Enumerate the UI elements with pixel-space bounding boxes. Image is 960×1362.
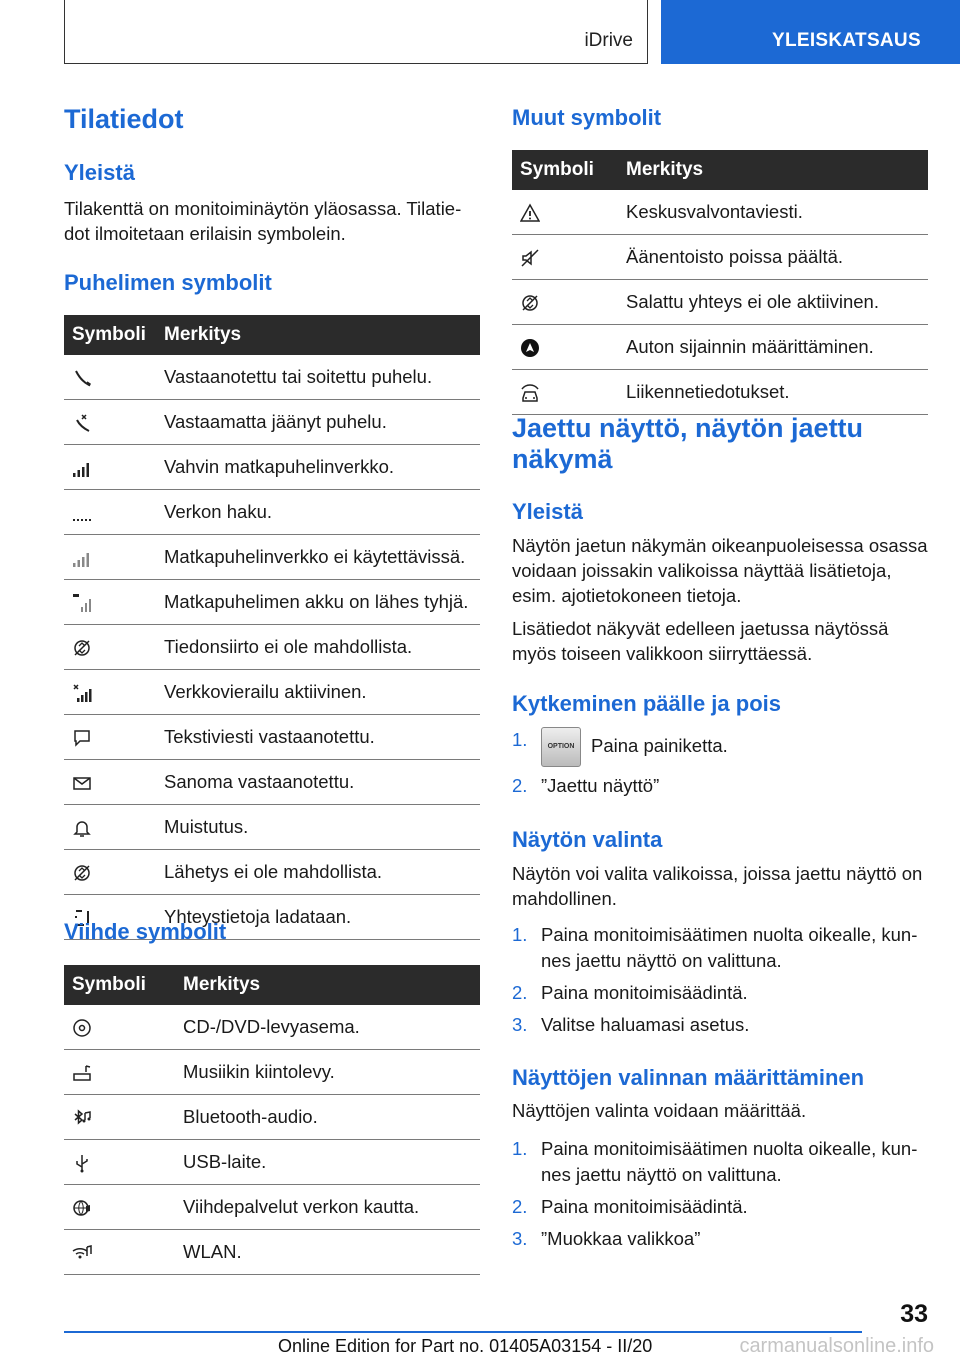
symbol-cell xyxy=(512,325,618,370)
network-search-icon xyxy=(72,503,92,523)
meaning-cell: Lähetys ei ole mahdollista. xyxy=(156,850,480,895)
symbol-cell xyxy=(64,1230,175,1275)
encrypted-off-icon xyxy=(520,293,540,313)
table-row xyxy=(64,490,480,535)
list-item xyxy=(512,1194,928,1220)
define-selection-text: Näyttöjen valinta voidaan määrittää. xyxy=(512,1100,807,1121)
meaning-cell: Liikennetiedotukset. xyxy=(618,370,928,415)
other-symbols-table xyxy=(512,150,928,415)
section-tab: YLEISKATSAUS xyxy=(661,0,960,64)
split-general-paragraph-2: Lisätiedot näkyvät edelleen jaetussa näytössä myös toiseen valikkoon siirryttäessä. xyxy=(512,618,889,664)
symbol-cell xyxy=(64,1005,175,1050)
split-general-heading: Yleistä xyxy=(512,499,583,524)
list-item xyxy=(512,1012,928,1038)
step-number: 1. xyxy=(512,1138,528,1159)
meaning-cell: Matkapuhelimen akku on lähes tyhjä. xyxy=(156,580,480,625)
define-selection-heading: Näyttöjen valinnan määrittäminen xyxy=(512,1065,865,1090)
symbol-cell xyxy=(512,280,618,325)
signal-unavailable-icon xyxy=(72,548,92,568)
page-title: Tilatiedot xyxy=(64,104,184,134)
meaning-cell: Tiedonsiirto ei ole mahdollista. xyxy=(156,625,480,670)
column-header-symbol: Symboli xyxy=(64,315,156,355)
table-row xyxy=(512,235,928,280)
on-off-heading: Kytkeminen päälle ja pois xyxy=(512,691,781,716)
bell-icon xyxy=(72,818,92,838)
table-row xyxy=(64,1185,480,1230)
data-unavailable-icon xyxy=(72,638,92,658)
option-button-icon: OPTION xyxy=(541,727,581,767)
column-header-meaning: Merkitys xyxy=(175,965,480,1005)
page-number: 33 xyxy=(900,1300,928,1328)
symbol-cell xyxy=(64,1185,175,1230)
symbol-cell xyxy=(64,670,156,715)
column-header-meaning: Merkitys xyxy=(156,315,480,355)
table-row xyxy=(512,370,928,415)
symbol-cell xyxy=(64,490,156,535)
symbol-cell xyxy=(512,370,618,415)
table-row xyxy=(64,625,480,670)
meaning-cell: Äänentoisto poissa päältä. xyxy=(618,235,928,280)
step-number: 2. xyxy=(512,775,528,796)
symbol-cell xyxy=(64,625,156,670)
split-general-paragraph-1: Näytön jaetun näkymän oikeanpuoleisessa osassa voidaan joissakin valikoissa näyttää lisätietoja, esim. ajotietokoneen tietoja. xyxy=(512,535,928,606)
entertainment-symbols-heading: Viihde symbolit xyxy=(64,919,227,944)
symbol-cell xyxy=(64,355,156,400)
call-received-icon xyxy=(72,368,92,388)
table-row xyxy=(64,1140,480,1185)
transmission-unavailable-icon xyxy=(72,863,92,883)
define-selection-steps xyxy=(512,1136,928,1258)
warning-icon xyxy=(520,203,540,223)
step-text: Paina monitoimisäätimen nuolta oikealle, kunnes jaettu näyttö on valittuna. xyxy=(541,1138,918,1185)
table-row xyxy=(64,715,480,760)
symbol-cell xyxy=(64,1140,175,1185)
other-symbols-heading: Muut symbolit xyxy=(512,105,662,130)
on-off-steps xyxy=(512,727,928,805)
usb-icon xyxy=(72,1153,92,1173)
battery-low-icon xyxy=(72,593,92,613)
split-screen-title: Jaettu näyttö, näytön jaettu näkymä xyxy=(512,413,864,474)
audio-off-icon xyxy=(520,248,540,268)
meaning-cell: Muistutus. xyxy=(156,805,480,850)
table-row xyxy=(64,850,480,895)
meaning-cell: Yhteystietoja ladataan. xyxy=(156,895,480,940)
text-message-icon xyxy=(72,728,92,748)
watermark: carmanualsonline.info xyxy=(739,1335,934,1357)
roaming-icon xyxy=(72,683,92,703)
meaning-cell: CD-/DVD-levyasema. xyxy=(175,1005,480,1050)
list-item xyxy=(512,922,928,974)
traffic-info-icon xyxy=(520,383,540,403)
table-row xyxy=(512,325,928,370)
symbol-cell xyxy=(512,190,618,235)
symbol-cell xyxy=(64,1095,175,1140)
list-item xyxy=(512,727,928,767)
symbol-cell xyxy=(64,850,156,895)
table-row xyxy=(512,280,928,325)
table-row xyxy=(64,400,480,445)
list-item xyxy=(512,773,928,799)
table-row xyxy=(64,1230,480,1275)
step-text: Paina painiketta. xyxy=(591,734,728,756)
edition-text: Online Edition for Part no. 01405A03154 - II/20 xyxy=(278,1336,653,1356)
symbol-cell xyxy=(64,535,156,580)
symbol-cell xyxy=(512,235,618,280)
display-selection-steps xyxy=(512,922,928,1044)
symbol-cell xyxy=(64,400,156,445)
meaning-cell: Vastaanotettu tai soitettu puhelu. xyxy=(156,355,480,400)
column-header-symbol: Symboli xyxy=(512,150,618,190)
step-text: Paina monitoimisäädintä. xyxy=(541,1196,748,1217)
chapter-label: iDrive xyxy=(584,30,633,51)
table-row xyxy=(64,355,480,400)
meaning-cell: Salattu yhteys ei ole aktiivinen. xyxy=(618,280,928,325)
general-heading: Yleistä xyxy=(64,160,135,185)
footer-divider xyxy=(64,1331,862,1333)
table-row xyxy=(64,580,480,625)
entertainment-symbols-table xyxy=(64,965,480,1275)
display-selection-heading: Näytön valinta xyxy=(512,827,663,852)
meaning-cell: Auton sijainnin määrittäminen. xyxy=(618,325,928,370)
wlan-icon xyxy=(72,1243,92,1263)
meaning-cell: Tekstiviesti vastaanotettu. xyxy=(156,715,480,760)
meaning-cell: Verkkovierailu aktiivinen. xyxy=(156,670,480,715)
symbol-cell xyxy=(64,445,156,490)
meaning-cell: WLAN. xyxy=(175,1230,480,1275)
step-text: ”Jaettu näyttö” xyxy=(541,775,660,796)
header-bar xyxy=(64,0,648,64)
table-row xyxy=(64,1050,480,1095)
list-item xyxy=(512,980,928,1006)
phone-symbols-heading: Puhelimen symbolit xyxy=(64,270,272,295)
table-row xyxy=(64,1095,480,1140)
symbol-cell xyxy=(64,580,156,625)
meaning-cell: Matkapuhelinverkko ei käytettävissä. xyxy=(156,535,480,580)
table-row xyxy=(64,670,480,715)
meaning-cell: Vastaamatta jäänyt puhelu. xyxy=(156,400,480,445)
bluetooth-audio-icon xyxy=(72,1108,92,1128)
phone-symbols-table xyxy=(64,315,480,940)
symbol-cell xyxy=(64,715,156,760)
symbol-cell xyxy=(64,760,156,805)
table-row xyxy=(64,805,480,850)
table-row xyxy=(64,445,480,490)
step-text: Paina monitoimisäädintä. xyxy=(541,982,748,1003)
meaning-cell: USB-laite. xyxy=(175,1140,480,1185)
step-number: 1. xyxy=(512,924,528,945)
meaning-cell: Vahvin matkapuhelinverkko. xyxy=(156,445,480,490)
call-missed-icon xyxy=(72,413,92,433)
step-number: 3. xyxy=(512,1014,528,1035)
table-row xyxy=(64,535,480,580)
signal-strong-icon xyxy=(72,458,92,478)
table-row xyxy=(512,190,928,235)
step-number: 2. xyxy=(512,982,528,1003)
step-text: Valitse haluamasi asetus. xyxy=(541,1014,750,1035)
step-text: ”Muokkaa valikkoa” xyxy=(541,1228,701,1249)
meaning-cell: Verkon haku. xyxy=(156,490,480,535)
hard-disk-icon xyxy=(72,1063,92,1083)
step-text: Paina monitoimisäätimen nuolta oikealle, kunnes jaettu näyttö on valittuna. xyxy=(541,924,918,971)
list-item xyxy=(512,1226,928,1252)
table-row xyxy=(64,1005,480,1050)
meaning-cell: Musiikin kiintolevy. xyxy=(175,1050,480,1095)
envelope-icon xyxy=(72,773,92,793)
list-item xyxy=(512,1136,928,1188)
meaning-cell: Bluetooth-audio. xyxy=(175,1095,480,1140)
column-header-meaning: Merkitys xyxy=(618,150,928,190)
location-icon xyxy=(520,338,540,358)
disc-icon xyxy=(72,1018,92,1038)
display-selection-text: Näytön voi valita valikoissa, joissa jaettu näyttö on mahdollinen. xyxy=(512,863,923,909)
symbol-cell xyxy=(64,805,156,850)
table-row xyxy=(64,760,480,805)
step-number: 3. xyxy=(512,1228,528,1249)
step-number: 1. xyxy=(512,729,528,750)
meaning-cell: Sanoma vastaanotettu. xyxy=(156,760,480,805)
online-entertainment-icon xyxy=(72,1198,92,1218)
symbol-cell xyxy=(64,1050,175,1095)
meaning-cell: Viihdepalvelut verkon kautta. xyxy=(175,1185,480,1230)
meaning-cell: Keskusvalvontaviesti. xyxy=(618,190,928,235)
column-header-symbol: Symboli xyxy=(64,965,175,1005)
step-number: 2. xyxy=(512,1196,528,1217)
general-text: Tilakenttä on monitoiminäytön yläosassa. Tilatiedot ilmoitetaan erilaisin symbolein. xyxy=(64,198,462,244)
